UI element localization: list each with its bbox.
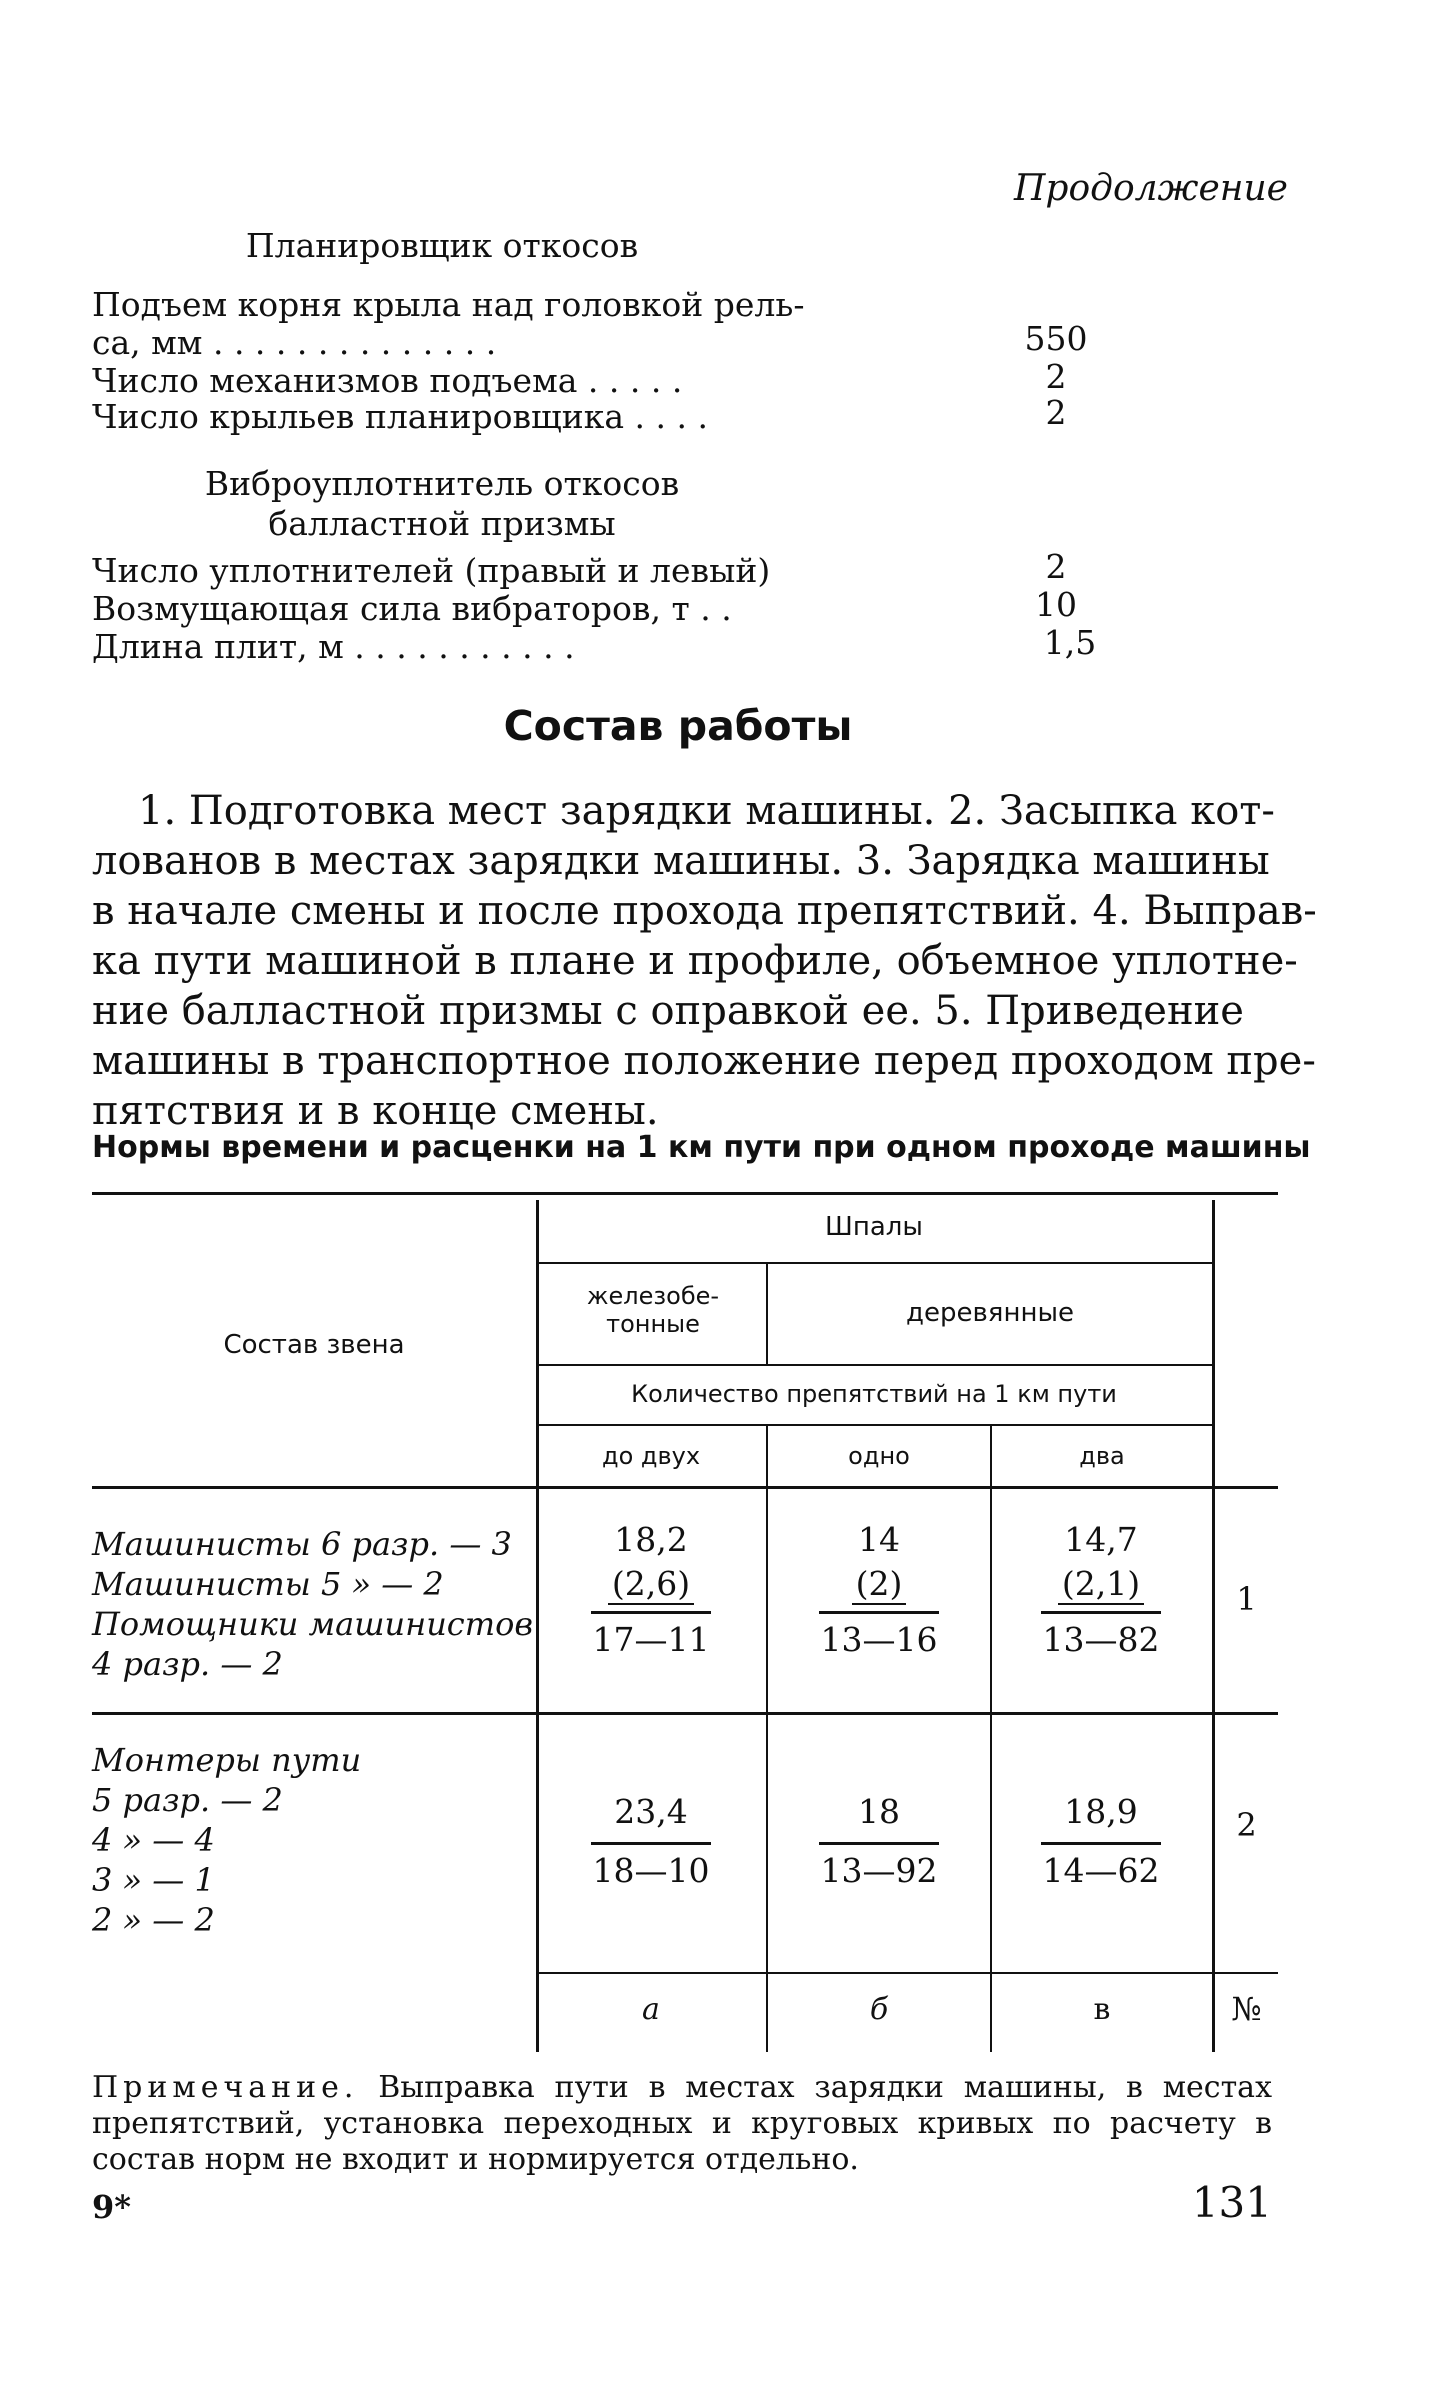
crew-cell	[92, 1524, 533, 1684]
table-rule	[536, 1424, 1212, 1426]
row-number: 2	[1236, 1806, 1257, 1844]
norm-value: 18	[858, 1792, 900, 1831]
norm-value: 18,2	[614, 1520, 688, 1559]
crew-line: Помощники машинистов	[92, 1605, 533, 1643]
work-heading: Состав работы	[503, 702, 853, 750]
fraction-bar	[819, 1842, 939, 1845]
compactor-title-line: Виброуплотнитель откосов	[204, 464, 680, 503]
planner-title: Планировщик откосов	[245, 226, 639, 265]
crew-line: 5 разр. — 2	[92, 1781, 283, 1819]
table-rule	[536, 1972, 1278, 1974]
header-sleepers: Шпалы	[825, 1212, 923, 1242]
table-rule	[92, 1712, 1278, 1715]
header-crew: Состав звена	[223, 1330, 405, 1360]
table-rule	[536, 1200, 539, 2052]
note	[92, 2070, 1272, 2178]
note-label: Примечание.	[92, 2070, 359, 2105]
spec-label: Длина плит, м . . . . . . . . . . .	[92, 627, 575, 666]
paragraph-line: пятствия и в конце смены.	[92, 1088, 659, 1134]
table-rule	[990, 1426, 992, 2052]
spec-label: Подъем корня крыла над головкой рель-	[92, 285, 805, 324]
spec-label: Число механизмов подъема . . . . .	[92, 361, 683, 400]
table-rule	[92, 1486, 1278, 1489]
number-sign: №	[1231, 1990, 1262, 2028]
table-rule	[536, 1364, 1212, 1366]
header-obstacles: Количество препятствий на 1 км пути	[631, 1380, 1117, 1408]
row-number: 1	[1236, 1580, 1257, 1618]
table-rule	[536, 1262, 1212, 1264]
header-obstacles-b: одно	[848, 1442, 910, 1470]
compactor-title-line: балластной призмы	[268, 504, 616, 543]
norm-paren: (2,1)	[1058, 1564, 1144, 1605]
norm-paren: (2)	[852, 1564, 907, 1605]
norm-cell	[789, 1520, 969, 1659]
fraction-bar	[591, 1611, 711, 1614]
column-letter: б	[869, 1992, 889, 2027]
crew-line: Машинисты 5 » — 2	[92, 1565, 444, 1603]
spec-label: Число уплотнителей (правый и левый)	[92, 551, 771, 590]
paragraph-line: ка пути машиной в плане и профиле, объемное уплотне-	[92, 938, 1298, 984]
paragraph-line: в начале смены и после прохода препятствий. 4. Выправ-	[92, 888, 1317, 934]
norm-cell	[1011, 1520, 1191, 1659]
spec-value: 550	[1024, 319, 1088, 358]
norm-value: 14,7	[1064, 1520, 1138, 1559]
crew-line: Машинисты 6 разр. — 3	[92, 1525, 512, 1563]
rate-value: 18—10	[592, 1851, 710, 1890]
crew-cell	[92, 1740, 361, 1940]
norm-cell	[561, 1792, 741, 1890]
table-rule	[92, 1192, 1278, 1195]
column-letter: в	[1093, 1992, 1111, 2027]
signature-mark: 9*	[92, 2188, 131, 2226]
header-obstacles-a: до двух	[601, 1442, 701, 1470]
norm-cell	[1011, 1792, 1191, 1890]
compactor-title	[92, 464, 792, 544]
paragraph-line: машины в транспортное положение перед проходом пре-	[92, 1038, 1316, 1084]
paragraph-line: ние балластной призмы с оправкой ее. 5. Приведение	[92, 988, 1244, 1034]
paragraph-line: лованов в местах зарядки машины. 3. Зарядка машины	[92, 838, 1270, 884]
norm-paren: (2,6)	[608, 1564, 694, 1605]
column-letter: а	[642, 1992, 660, 2027]
rate-value: 13—16	[820, 1620, 938, 1659]
crew-line: 4 разр. — 2	[92, 1645, 283, 1683]
fraction-bar	[1041, 1842, 1161, 1845]
fraction-bar	[819, 1611, 939, 1614]
header-wooden: деревянные	[906, 1298, 1074, 1328]
spec-value: 2	[1045, 547, 1067, 586]
table-caption: Нормы времени и расценки на 1 км пути при одном проходе машины	[92, 1130, 1311, 1165]
table-rule	[1212, 1200, 1215, 2052]
spec-label: са, мм . . . . . . . . . . . . . .	[92, 323, 497, 362]
norm-value: 18,9	[1064, 1792, 1138, 1831]
spec-label: Возмущающая сила вибраторов, т . .	[92, 589, 732, 628]
header-obstacles-c: два	[1079, 1442, 1125, 1470]
table-rule	[766, 1426, 768, 2052]
rate-value: 13—92	[820, 1851, 938, 1890]
spec-value: 1,5	[1043, 623, 1097, 662]
paragraph-line: 1. Подготовка мест зарядки машины. 2. Засыпка кот-	[138, 788, 1275, 834]
fraction-bar	[1041, 1611, 1161, 1614]
crew-line: 3 » — 1	[92, 1861, 215, 1899]
note-text: Выправка пути в местах зарядки машины, в местах препятствий, установка переходных и круговых кривых по расчету в состав норм не входит и нормируется отдельно.	[92, 2070, 1272, 2177]
fraction-bar	[591, 1842, 711, 1845]
rate-value: 13—82	[1042, 1620, 1160, 1659]
norm-value: 23,4	[614, 1792, 688, 1831]
norm-value: 14	[858, 1520, 900, 1559]
norm-cell	[561, 1520, 741, 1659]
rate-value: 17—11	[592, 1620, 710, 1659]
spec-label: Число крыльев планировщика . . . .	[92, 397, 708, 436]
header-concrete: железобе- тонные	[586, 1282, 720, 1338]
continuation-label: Продолжение	[1014, 168, 1288, 209]
spec-value: 2	[1045, 393, 1067, 432]
norm-cell	[789, 1792, 969, 1890]
crew-line: Монтеры пути	[92, 1741, 362, 1779]
page-number: 131	[1191, 2178, 1272, 2227]
rate-value: 14—62	[1042, 1851, 1160, 1890]
spec-value: 10	[1035, 585, 1077, 624]
crew-line: 4 » — 4	[92, 1821, 215, 1859]
work-paragraph	[92, 786, 1317, 1136]
crew-line: 2 » — 2	[92, 1901, 215, 1939]
spec-value: 2	[1045, 357, 1067, 396]
